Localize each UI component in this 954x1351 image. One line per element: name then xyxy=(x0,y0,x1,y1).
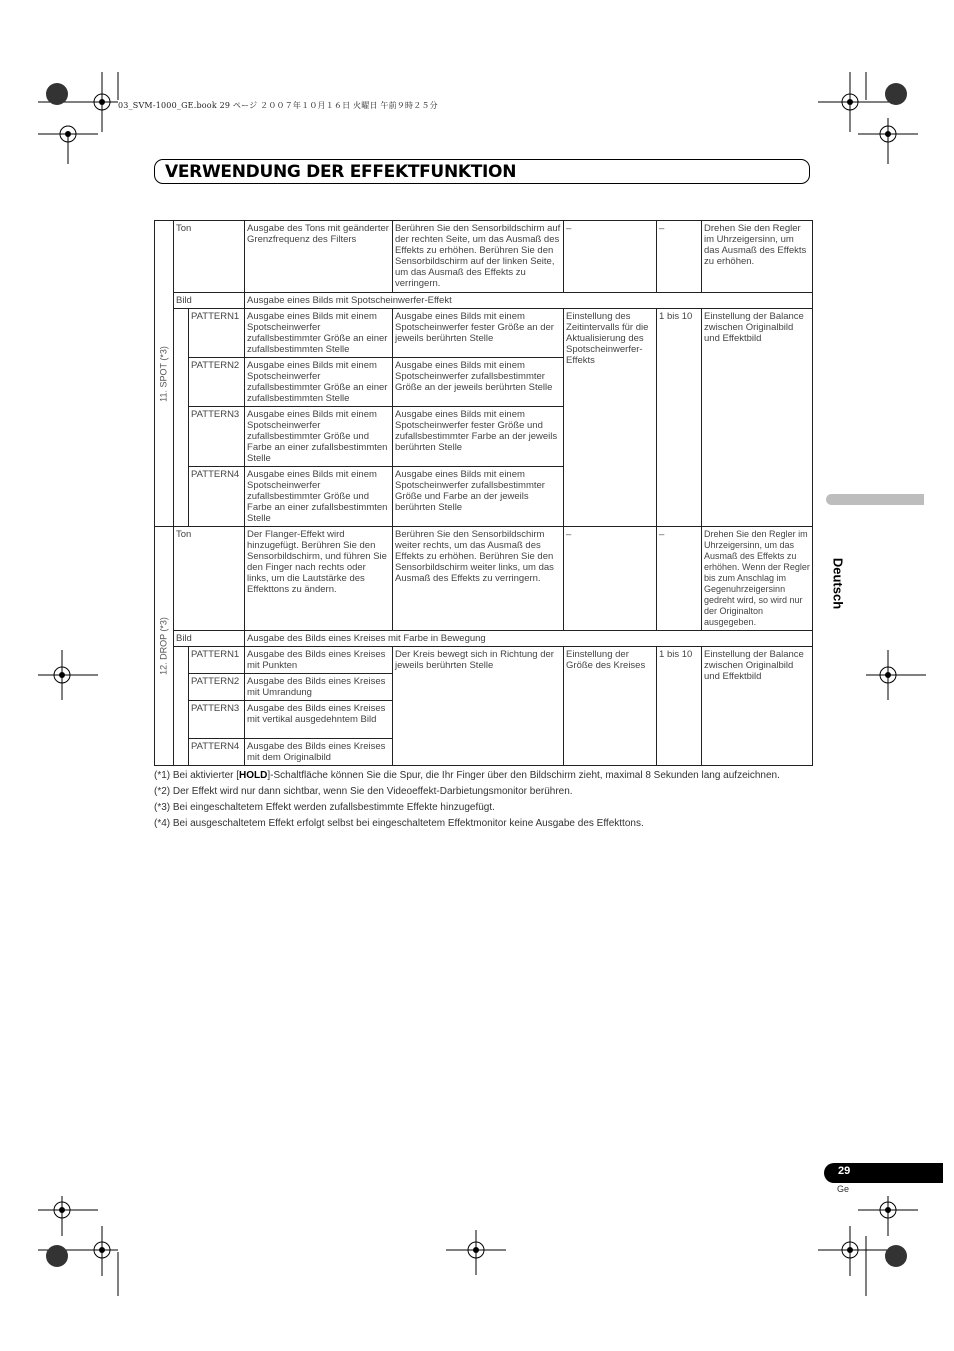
pattern-desc: Ausgabe eines Bilds mit einem Spotscheinwerfer zufallsbestimmter Größe und Farbe an einer zufallsbestimmten Stelle xyxy=(245,467,393,527)
knob-cell: Einstellung der Balance zwischen Originalbild und Effektbild xyxy=(702,309,813,527)
range-cell: 1 bis 10 xyxy=(657,309,702,527)
language-label-text: Deutsch xyxy=(830,557,846,610)
row-label: Bild xyxy=(174,631,245,647)
section-title-bar xyxy=(154,159,810,184)
row-label: Ton xyxy=(174,527,245,631)
pattern-desc: Ausgabe des Bilds eines Kreises mit vertikal ausgedehntem Bild xyxy=(245,701,393,739)
group-label: 12. DROP (*3) xyxy=(158,617,169,675)
pattern-desc: Ausgabe des Bilds eines Kreises mit dem Originalbild xyxy=(245,739,393,766)
registration-mark-top-left xyxy=(38,72,148,182)
touch-cell: Der Kreis bewegt sich in Richtung der jeweils berührten Stelle xyxy=(393,647,564,766)
table-row xyxy=(155,647,813,674)
parameter-cell: – xyxy=(564,527,657,631)
range-cell: – xyxy=(657,527,702,631)
section-title: VERWENDUNG DER EFFEKTFUNKTION xyxy=(165,162,517,182)
registration-mark-top-right xyxy=(818,72,928,182)
knob-cell: Einstellung der Balance zwischen Originalbild und Effektbild xyxy=(702,647,813,766)
pattern-desc: Ausgabe eines Bilds mit einem Spotscheinwerfer zufallsbestimmter Größe und Farbe an einer zufallsbestimmten Stelle xyxy=(245,407,393,467)
page-number: 29 xyxy=(838,1165,851,1177)
parameter-cell: Einstellung der Größe des Kreises xyxy=(564,647,657,766)
registration-mark-bottom-center xyxy=(446,1230,506,1280)
pattern-label: PATTERN3 xyxy=(189,701,245,739)
description-cell: Der Flanger-Effekt wird hinzugefügt. Berühren Sie den Sensorbildschirm, und führen Sie den Finger nach rechts oder links, um die Lautstärke des Effekttons zu ändern. xyxy=(245,527,393,631)
registration-mark-mid-left xyxy=(38,650,98,700)
footnote-1-post: ]-Schaltfläche können Sie die Spur, die Ihr Finger über den Bildschirm zieht, maximal 8 Sekunden lang aufzeichnen. xyxy=(267,770,780,781)
registration-mark-mid-right xyxy=(866,650,926,700)
knob-cell: Drehen Sie den Regler im Uhrzeigersinn, um das Ausmaß des Effekts zu erhöhen. xyxy=(702,221,813,293)
footnote-1-hold: HOLD xyxy=(239,770,268,781)
description-cell: Ausgabe eines Bilds mit Spotscheinwerfer-Effekt xyxy=(245,293,813,309)
table-row xyxy=(155,221,813,293)
pattern-touch: Ausgabe eines Bilds mit einem Spotscheinwerfer fester Größe an der jeweils berührten Stelle xyxy=(393,309,564,358)
print-metadata: 03_SVM-1000_GE.book 29 ページ ２００７年１０月１６日 火曜日 午前９時２５分 xyxy=(118,101,438,110)
pattern-label: PATTERN2 xyxy=(189,674,245,701)
effects-table xyxy=(154,220,813,766)
language-label xyxy=(828,546,848,626)
description-cell: Ausgabe des Tons mit geänderter Grenzfrequenz des Filters xyxy=(245,221,393,293)
pattern-label: PATTERN4 xyxy=(189,739,245,766)
pattern-touch: Ausgabe eines Bilds mit einem Spotscheinwerfer fester Größe und zufallsbestimmter Farbe an der jeweils berührten Stelle xyxy=(393,407,564,467)
pattern-desc: Ausgabe des Bilds eines Kreises mit Punkten xyxy=(245,647,393,674)
group-cell-drop xyxy=(155,527,174,766)
registration-mark-bottom-left xyxy=(38,1196,148,1306)
pattern-touch: Ausgabe eines Bilds mit einem Spotscheinwerfer zufallsbestimmter Größe an der jeweils berührten Stelle xyxy=(393,358,564,407)
footnote-1-pre: (*1) Bei aktivierter [ xyxy=(154,770,240,781)
touch-cell: Berühren Sie den Sensorbildschirm auf der rechten Seite, um das Ausmaß des Effekts zu erhöhen. Berühren Sie den Sensorbildschirm auf der linken Seite, um das Ausmaß des Effekts zu verringern. xyxy=(393,221,564,293)
footnote-2: (*2) Der Effekt wird nur dann sichtbar, wenn Sie den Videoeffekt-Darbietungsmonitor berühren. xyxy=(154,786,573,797)
language-tab xyxy=(826,494,924,505)
description-cell: Ausgabe des Bilds eines Kreises mit Farbe in Bewegung xyxy=(245,631,813,647)
registration-mark-bottom-right xyxy=(818,1196,928,1306)
pattern-label: PATTERN2 xyxy=(189,358,245,407)
parameter-cell: Einstellung des Zeitintervalls für die Aktualisierung des Spotscheinwerfer-Effekts xyxy=(564,309,657,527)
pattern-label: PATTERN1 xyxy=(189,309,245,358)
indent-cell xyxy=(174,309,189,527)
footnote-4: (*4) Bei ausgeschaltetem Effekt erfolgt selbst bei eingeschaltetem Effektmonitor keine Ausgabe des Effekttons. xyxy=(154,818,644,829)
touch-cell: Berühren Sie den Sensorbildschirm weiter rechts, um das Ausmaß des Effekts zu erhöhen. Berühren Sie den Sensorbildschirm weiter links, um das Ausmaß des Effekts zu verringern. xyxy=(393,527,564,631)
table-row xyxy=(155,309,813,358)
footnotes xyxy=(154,770,812,834)
table-row xyxy=(155,631,813,647)
pattern-label: PATTERN4 xyxy=(189,467,245,527)
knob-cell: Drehen Sie den Regler im Uhrzeigersinn, um das Ausmaß des Effekts zu erhöhen. Wenn der Regler bis zum Anschlag im Gegenuhrzeigersinn gedreht wird, so wird nur der Originalton ausgegeben. xyxy=(702,527,813,631)
table-row xyxy=(155,527,813,631)
group-cell-spot xyxy=(155,221,174,527)
table-row xyxy=(155,293,813,309)
row-label: Ton xyxy=(174,221,245,293)
pattern-desc: Ausgabe des Bilds eines Kreises mit Umrandung xyxy=(245,674,393,701)
pattern-desc: Ausgabe eines Bilds mit einem Spotscheinwerfer zufallsbestimmter Größe an einer zufallsbestimmten Stelle xyxy=(245,358,393,407)
group-label: 11. SPOT (*3) xyxy=(158,345,169,402)
pattern-label: PATTERN3 xyxy=(189,407,245,467)
range-cell: – xyxy=(657,221,702,293)
footnote-1 xyxy=(154,770,812,782)
pattern-label: PATTERN1 xyxy=(189,647,245,674)
page-language-code: Ge xyxy=(837,1184,850,1194)
pattern-desc: Ausgabe eines Bilds mit einem Spotscheinwerfer zufallsbestimmter Größe an einer zufallsbestimmten Stelle xyxy=(245,309,393,358)
range-cell: 1 bis 10 xyxy=(657,647,702,766)
pattern-touch: Ausgabe eines Bilds mit einem Spotscheinwerfer zufallsbestimmter Größe und Farbe an der jeweils berührten Stelle xyxy=(393,467,564,527)
footnote-3: (*3) Bei eingeschaltetem Effekt werden zufallsbestimmte Effekte hinzugefügt. xyxy=(154,802,495,813)
indent-cell xyxy=(174,647,189,766)
parameter-cell: – xyxy=(564,221,657,293)
row-label: Bild xyxy=(174,293,245,309)
